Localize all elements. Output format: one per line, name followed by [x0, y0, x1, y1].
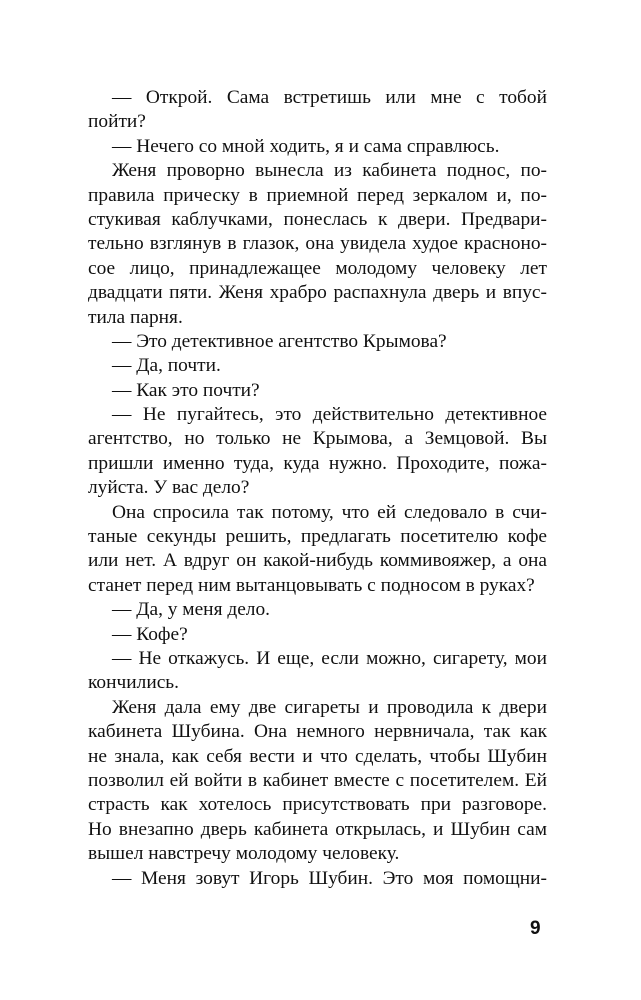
text-line: тила парня.	[88, 306, 183, 328]
text-line: — Кофе?	[112, 623, 188, 645]
text-line: пойти?	[88, 111, 146, 133]
text-line: — Не откажусь. И еще, если можно, сигарету, мои	[112, 647, 547, 669]
text-line: таные секунды решить, предлагать посетителю кофе	[88, 526, 547, 548]
text-line: — Это детективное агентство Крымова?	[112, 330, 447, 352]
text-line: тельно взглянув в глазок, она увидела худое красноно-	[88, 233, 547, 255]
text-line: — Открой. Сама встретишь или мне с тобой	[112, 87, 547, 108]
text-line: — Нечего со мной ходить, я и сама справлюсь.	[112, 135, 500, 157]
page-number: 9	[530, 918, 541, 939]
text-line: или нет. А вдруг он какой-нибудь коммивояжер, а она	[88, 550, 547, 572]
text-line: Но внезапно дверь кабинета открылась, и Шубин сам	[88, 818, 547, 840]
text-line: Она спросила так потому, что ей следовало в счи-	[112, 501, 547, 523]
text-line: — Да, почти.	[112, 355, 221, 377]
text-line: Женя дала ему две сигареты и проводила к двери	[112, 696, 547, 718]
text-line: станет перед ним вытанцовывать с подносом в руках?	[88, 574, 535, 596]
text-line: — Как это почти?	[112, 379, 260, 401]
page-text	[88, 86, 547, 891]
text-line: правила прическу в приемной перед зеркалом и, по-	[88, 184, 547, 206]
text-line: позволил ей войти в кабинет вместе с посетителем. Ей	[88, 769, 547, 791]
text-line: — Меня зовут Игорь Шубин. Это моя помощни-	[112, 867, 547, 889]
text-line: страсть как хотелось присутствовать при разговоре.	[88, 794, 547, 816]
text-line: агентство, но только не Крымова, а Земцовой. Вы	[88, 428, 547, 450]
text-line: луйста. У вас дело?	[88, 477, 250, 499]
text-line: двадцати пяти. Женя храбро распахнула дверь и впус-	[88, 282, 547, 304]
text-line: пришли именно туда, куда нужно. Проходите, пожа-	[88, 452, 547, 474]
text-line: не знала, как себя вести и что сделать, чтобы Шубин	[88, 745, 547, 767]
text-line: кабинета Шубина. Она немного нервничала, так как	[88, 721, 547, 743]
text-line: — Да, у меня дело.	[112, 599, 271, 621]
text-line: стукивая каблучками, понеслась к двери. Предвари-	[88, 208, 547, 230]
text-line: вышел навстречу молодому человеку.	[88, 843, 400, 865]
text-line: сое лицо, принадлежащее молодому человеку лет	[88, 257, 547, 279]
text-line: — Не пугайтесь, это действительно детективное	[112, 404, 547, 426]
text-line: Женя проворно вынесла из кабинета поднос, по-	[112, 160, 547, 182]
text-line: кончились.	[88, 672, 179, 694]
